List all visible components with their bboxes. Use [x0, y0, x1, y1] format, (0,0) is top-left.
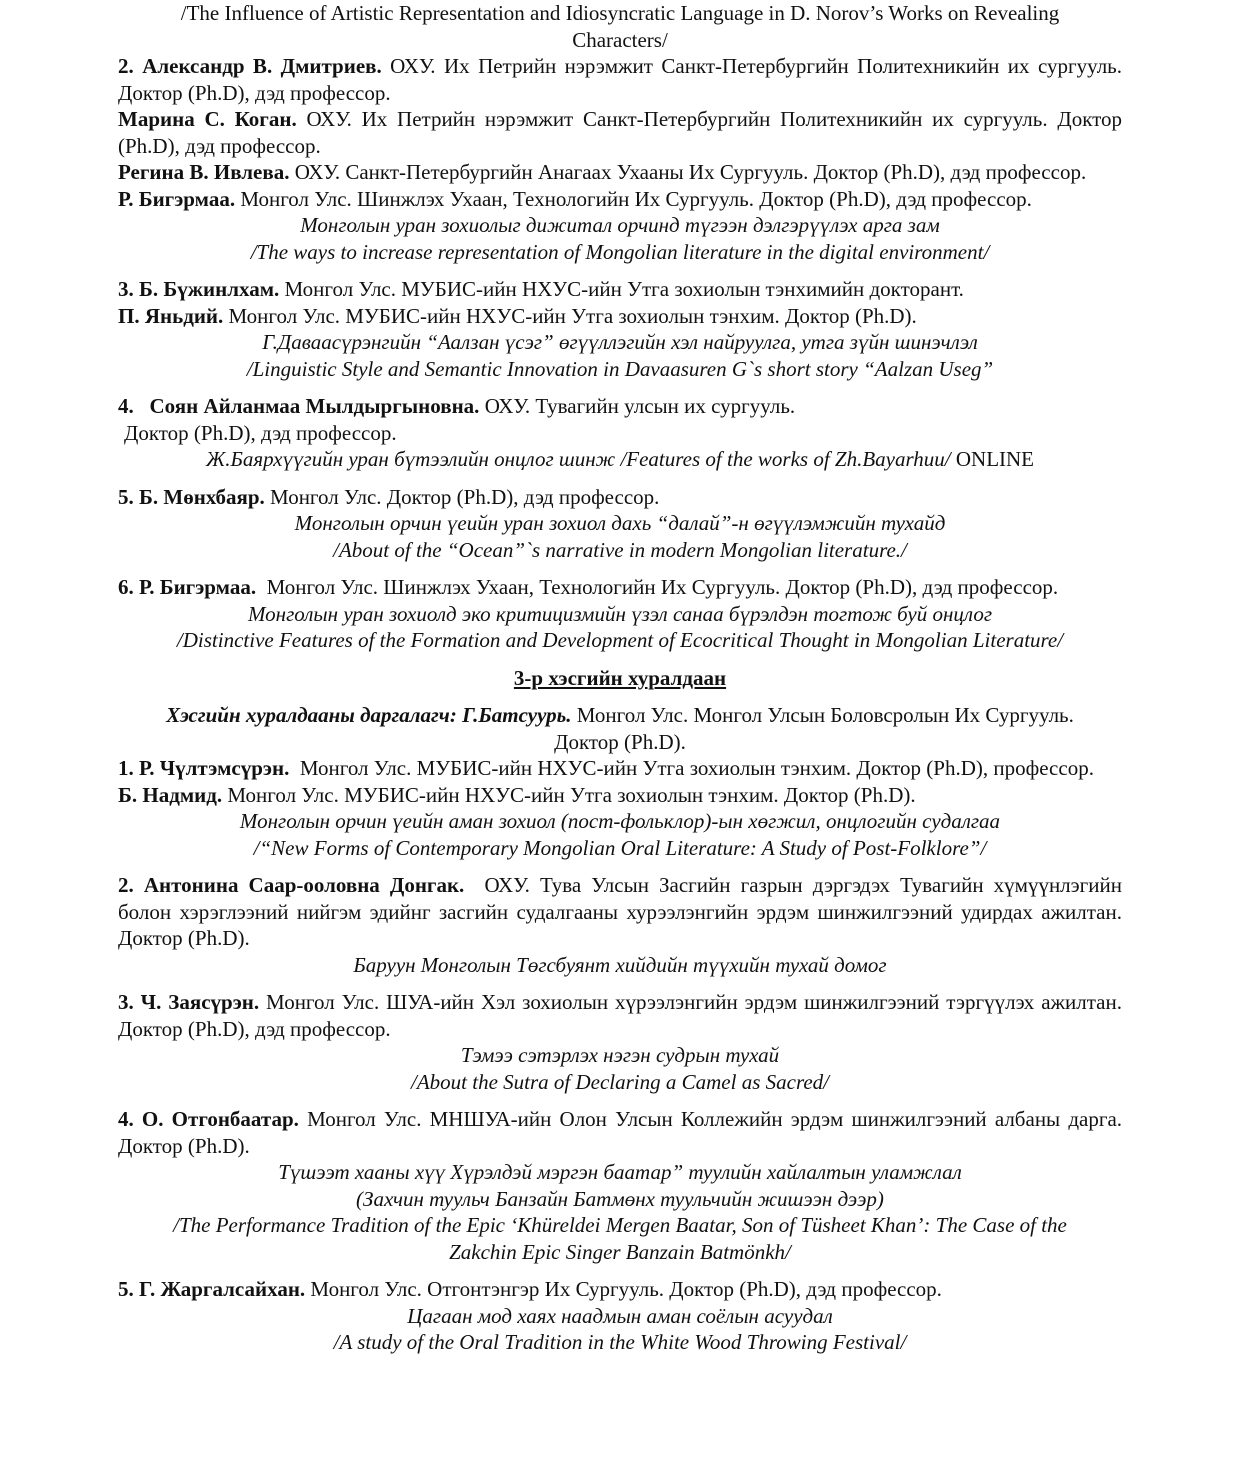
paper-title-mn: Монголын уран зохиолыг дижитал орчинд түгээн дэлгэрүүлэх арга зам — [300, 213, 940, 237]
author-line — [118, 303, 1122, 330]
entry-number: 4. — [118, 1107, 134, 1131]
author-name: Б. Бүжинлхам. — [139, 277, 280, 301]
chair-affiliation-continued: Доктор (Ph.D). — [554, 729, 686, 754]
author-name: О. Отгонбаатар. — [141, 1107, 299, 1131]
author-name: Б. Мөнхбаяр. — [139, 484, 265, 509]
paper-title-mn: Монголын орчин үеийн аман зохиол (пост-фольклор)-ын хөгжил, онцлогийн судалгаа — [239, 809, 1001, 833]
author-name: Антонина Саар-ооловна Донгак. — [143, 873, 465, 897]
entry-number: 3. — [118, 277, 134, 301]
author-name: Соян Айланмаа Мылдыргыновна. — [149, 394, 480, 418]
author-line — [118, 1276, 1122, 1303]
entry-number: 6. — [118, 575, 134, 599]
author-affiliation: ОХУ. Тува Улсын Засгийн газрын дэргэдэх Тувагийн хүмүүнлэгийн болон хэрэглээний нийгэм эдийнг засгийн судалгааны хурээлэнгийн эрдэм шинжилгээний удирдах ажилтан. Доктор (Ph.D). — [118, 873, 1123, 950]
author-line — [118, 989, 1122, 1042]
presentation-entry — [118, 53, 1122, 265]
paper-title-en: /About of the “Ocean”`s narrative in modern Mongolian literature./ — [333, 537, 907, 562]
entry-number: 1. — [118, 756, 134, 780]
paper-title-en: /Linguistic Style and Semantic Innovation in Davaasuren G`s short story “Aalzan Useg” — [246, 356, 994, 381]
chair-label: Хэсгийн хуралдааны даргалагч: Г.Батсуурь. — [166, 703, 572, 727]
presentation-entry — [118, 872, 1122, 978]
author-affiliation: ОХУ. Санкт-Петербургийн Анагаах Ухааны Их Сургууль. Доктор (Ph.D), дэд профессор. — [294, 160, 1087, 184]
author-affiliation: Монгол Улс. МУБИС-ийн НХУС-ийн Утга зохиолын тэнхим. Доктор (Ph.D). — [228, 303, 917, 328]
paper-title-en: /The Performance Tradition of the Epic ‘Khüreldei Mergen Baatar, Son of Tüsheet Khan’: The Case of the Zakchin Epic Singer Banzain Batmönkh/ — [173, 1213, 1067, 1264]
author-affiliation: Монгол Улс. МУБИС-ийн НХУС-ийн Утга зохиолын тэнхимийн докторант. — [284, 277, 964, 301]
presentation-entry — [118, 393, 1122, 473]
presentation-entry — [118, 989, 1122, 1095]
paper-title-mn: Баруун Монголын Төгсбуянт хийдийн түүхийн тухай домог — [353, 952, 887, 977]
author-name: Р. Чүлтэмсүрэн. — [139, 756, 290, 780]
author-line — [118, 574, 1122, 601]
author-line — [118, 53, 1122, 106]
paper-title-en: /About the Sutra of Declaring a Camel as Sacred/ — [410, 1069, 829, 1094]
author-affiliation-continued: Доктор (Ph.D), дэд профессор. — [124, 420, 397, 445]
entry-number: 2. — [118, 873, 134, 897]
author-line — [118, 159, 1122, 186]
author-line — [118, 484, 1122, 511]
author-line — [118, 1106, 1122, 1159]
author-affiliation: Монгол Улс. МУБИС-ийн НХУС-ийн Утга зохиолын тэнхим. Доктор (Ph.D). — [227, 782, 916, 807]
entry-number: 5. — [118, 484, 134, 509]
document-page — [118, 0, 1122, 1356]
author-name: Б. Надмид. — [118, 782, 223, 807]
author-affiliation: Монгол Улс. МНШУА-ийн Олон Улсын Коллежийн эрдэм шинжилгээний албаны дарга. Доктор (Ph.D). — [118, 1107, 1123, 1158]
author-name: Ч. Заясүрэн. — [140, 990, 260, 1014]
paper-title-mn: Монголын орчин үеийн уран зохиол дахь “далай”-н өгүүлэмжийн тухайд — [294, 511, 946, 535]
author-affiliation: ОХУ. Их Петрийн нэрэмжит Санкт-Петербургийн Политехникийн их сургууль. Доктор (Ph.D), дэд профессор. — [118, 107, 1123, 158]
author-line — [118, 755, 1122, 782]
paper-title-en: /The Influence of Artistic Representation and Idiosyncratic Language in D. Norov’s Works on Revealing Characters/ — [180, 1, 1060, 52]
paper-title-en: /“New Forms of Contemporary Mongolian Oral Literature: A Study of Post-Folklore”/ — [253, 835, 987, 860]
paper-title-mn: Тэмээ сэтэрлэх нэгэн судрын тухай — [460, 1043, 780, 1067]
session-heading: 3-р хэсгийн хуралдаан — [513, 665, 727, 690]
author-name: Г. Жаргалсайхан. — [139, 1277, 306, 1301]
chair-affiliation: Монгол Улс. Монгол Улсын Боловсролын Их Сургууль. — [576, 703, 1074, 727]
author-name: Регина В. Ивлева. — [118, 160, 290, 184]
author-name: П. Яньдий. — [118, 303, 224, 328]
paper-title-mn: Г.Даваасүрэнгийн “Аалзан үсэг” өгүүллэгийн хэл найруулга, утга зүйн шинэчлэл — [262, 330, 978, 354]
presentation-entry — [118, 484, 1122, 564]
paper-title-mn: Ж.Баярхүүгийн уран бүтээлийн онцлог шинж /Features of the works of Zh.Bayarhuu/ — [205, 447, 951, 471]
author-line — [118, 782, 1122, 809]
presentation-entry — [118, 755, 1122, 861]
author-name: Р. Бигэрмаа. — [139, 575, 257, 599]
paper-title-en: /Distinctive Features of the Formation and Development of Ecocritical Thought in Mongolian Literature/ — [176, 628, 1064, 652]
author-line — [118, 276, 1122, 303]
author-affiliation: Монгол Улс. Шинжлэх Ухаан, Технологийн Их Сургууль. Доктор (Ph.D), дэд профессор. — [240, 186, 1032, 211]
entry-number: 2. — [118, 54, 134, 78]
author-affiliation: Монгол Улс. ШУА-ийн Хэл зохиолын хүрээлэнгийн эрдэм шинжилгээний тэргүүлэх ажилтан. Доктор (Ph.D), дэд профессор. — [118, 990, 1122, 1041]
paper-title-mn: Монголын уран зохиолд эко критицизмийн үзэл санаа бүрэлдэн тогтож буй онцлог — [247, 601, 993, 626]
paper-title-en: /A study of the Oral Tradition in the White Wood Throwing Festival/ — [333, 1330, 907, 1354]
author-line — [118, 106, 1122, 159]
paper-title-mn: Цагаан мод хаях наадмын аман соёлын асуудал — [407, 1303, 833, 1328]
paper-title — [118, 446, 1122, 473]
author-affiliation: Монгол Улс. МУБИС-ийн НХУС-ийн Утга зохиолын тэнхим. Доктор (Ph.D), профессор. — [299, 756, 1094, 780]
paper-subtitle-mn: (Захчин туульч Банзайн Батмөнх туульчийн жишээн дээр) — [356, 1186, 884, 1211]
author-name: Александр В. Дмитриев. — [142, 54, 382, 78]
entry-number: 4. — [118, 394, 134, 418]
author-line — [118, 393, 1122, 420]
author-line — [118, 186, 1122, 213]
paper-title-mn: Түшээт хааны хүү Хүрэлдэй мэргэн баатар” туулийн хайлалтын уламжлал — [278, 1160, 962, 1184]
session-chair — [118, 702, 1122, 755]
author-affiliation: Монгол Улс. Отгонтэнгэр Их Сургууль. Доктор (Ph.D), дэд профессор. — [310, 1277, 942, 1301]
presentation-entry — [118, 574, 1122, 654]
presentation-entry — [118, 1106, 1122, 1265]
author-affiliation: ОХУ. Тувагийн улсын их сургууль. — [484, 394, 796, 418]
presentation-entry — [118, 276, 1122, 382]
paper-title-en: /The ways to increase representation of Mongolian literature in the digital environment/ — [250, 239, 990, 264]
author-affiliation: Монгол Улс. Шинжлэх Ухаан, Технологийн Их Сургууль. Доктор (Ph.D), дэд профессор. — [266, 575, 1059, 599]
author-affiliation: Монгол Улс. Доктор (Ph.D), дэд профессор. — [270, 484, 660, 509]
entry-number: 5. — [118, 1277, 134, 1301]
author-line — [118, 872, 1122, 952]
presentation-entry — [118, 1276, 1122, 1356]
author-name: Марина С. Коган. — [118, 107, 297, 131]
online-badge: ONLINE — [955, 447, 1035, 471]
entry-number: 3. — [118, 990, 134, 1014]
author-name: Р. Бигэрмаа. — [118, 186, 236, 211]
author-affiliation: ОХУ. Их Петрийн нэрэмжит Санкт-Петербургийн Политехникийн их сургууль. Доктор (Ph.D), дэд профессор. — [118, 54, 1123, 105]
